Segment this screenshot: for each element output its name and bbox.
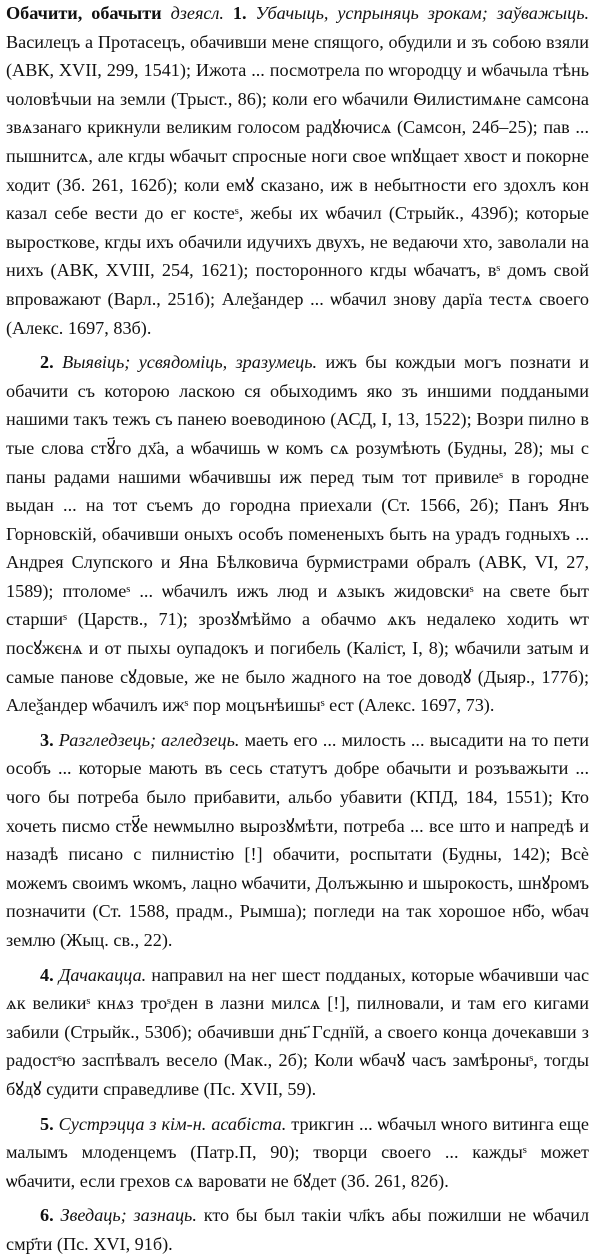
part-of-speech: дзеясл. bbox=[170, 3, 224, 23]
sense-6-gloss: Зведаць; зазнаць. bbox=[60, 1205, 197, 1226]
sense-6-number: 6. bbox=[40, 1205, 54, 1226]
sense-3-text: маеть его ... милость ... высадити на то пети особъ ... которые мають въ сесь статутъ добре обачыти и розъважыти ... чого бы потреба было прибавити, альбо убавити (КПД, 184, 1551); Кто хочеть писмо стꙋ҃е неѡмылно вырозꙋмѣти, потреба ... все што и напредѣ и назадѣ писано с пилнистію [!] обачити, роспытати (Будны, 142); Всѐ можемъ своимъ ѡкомъ, лацно ѡбачити, Долъжыню и шырокость, шнꙋромъ позначити (Ст. 1588, прадм., Рымша); погледи на так хорошое нб҃о, ѡбач землю (Жыц. св., 22). bbox=[6, 729, 589, 950]
sense-4-text: направил на нег шест подданых, которые ѡбачивши час ѧк великиˢ кнѧз троˢден в лазни милсѧ [!], пилновали, и там его кигами забили (Стрыйк., 530б); обачивши днь҃ Гсднїй, а своего конца дочекавши з радостˢю заспѣвалъ весело (Мак., 2б); Коли ѡбачꙋ часъ замѣроныˢ, тогды бꙋдꙋ судити справедливе (Пс. XVII, 59). bbox=[6, 964, 590, 1099]
sense-5 bbox=[6, 1110, 589, 1196]
sense-1-text: Василецъ а Протасецъ, обачивши мене спящого, обудили и зъ собою взяли (АВК, XVII, 299, 1541); Ижота ... посмотрела по ѡгородцу и ѡбачыла тѣнь чоловѣчыи на земли (Трыст., 86); коли его ѡбачили Ѳилистимѧне самсона звѧзанаго крикнули великим голосом радꙋючисѧ (Самсон, 24б–25); пав ... пышнитсѧ, але кгды ѡбачыт спросные ноги свое ѡпꙋщает хвост и покорне ходит (Зб. 261, 162б); коли емꙋ сказано, иж в небытности его здохлъ кон казал себе вести до ег костеˢ, жебы их ѡбачил (Стрыйк., 439б); которые выросткове, кгды ихъ обачили идучихъ двухъ, не ведаючи хто, заволали на нихъ (АВК, XVIII, 254, 1621); посторонного кгды ѡбачатъ, вˢ домъ свой впроважают (Варл., 251б); Алеѯандер ... ѡбачил знову дарїа тестѧ своего (Алекс. 1697, 83б). bbox=[6, 31, 589, 338]
sense-5-text: трикгин ... ѡбачыл ѡного витинга еще малымъ млоденцемъ (Патр.П, 90); творци своего ... каждыˢ может ѡбачити, если грехов сѧ варовати не бꙋдет (Зб. 261, 82б). bbox=[6, 1113, 589, 1191]
headword: Обачити, обачыти bbox=[6, 3, 162, 23]
sense-4-gloss: Дачакацца. bbox=[58, 964, 147, 985]
sense-4-number: 4. bbox=[40, 964, 54, 985]
sense-3-gloss: Разгледзець; агледзець. bbox=[58, 729, 240, 750]
sense-2-number: 2. bbox=[40, 352, 54, 373]
sense-2-text: ижъ бы кождыи могъ познати и обачити съ которою ласкою ся обыходимъ яко зъ иншими поддаными нашими такъ тежъ съ панею воеводиною (АСД, I, 13, 1522); Возри пилно в тые слова стꙋ҃го дх҃а, а ѡбачишь ѡ комъ сѧ розумѣють (Будны, 28); мы с паны радами нашими ѡбачившы иж перед тым тот привилеˢ в городне выдан ... на тот съемъ до городна приехали (Ст. 1566, 2б); Панъ Янъ Горновскій, обачивши оныхъ особъ помененыхъ быть на урадъ годныхъ ... Андрея Слупского и Яна Бѣлковича бурмистрами обралъ (АВК, VI, 27, 1589); птоломеˢ ... ѡбачилъ ижъ люд и ѧзыкъ жидовскиˢ на свете быт старшиˢ (Царств., 71); зрозꙋмѣймо а обачмо ѧкъ недалеко ходить ѡт посꙋжєнѧ и от пыхы оупадокъ и погибель (Каліст, I, 8); ѡбачили затым и самые панове сꙋдовые, же не было жадного на тое доводꙋ (Дыяр., 177б); Алеѯандер ѡбачилъ ижˢ пор моцънѣишыˢ ест (Алекс. 1697, 73). bbox=[6, 352, 590, 716]
sense-6-text: кто бы был такіи чл҃къ абы пожилши не ѡбачил смр҃ти (Пс. XVI, 91б). bbox=[6, 1205, 590, 1254]
sense-1 bbox=[6, 0, 589, 342]
sense-3-number: 3. bbox=[40, 729, 54, 750]
sense-5-gloss: Сустрэцца з кім-н. асабіста. bbox=[58, 1113, 287, 1134]
sense-4 bbox=[6, 961, 589, 1104]
sense-6 bbox=[6, 1201, 589, 1258]
sense-1-number: 1. bbox=[232, 3, 247, 23]
sense-1-gloss: Убачыць, успрыняць зрокам; заўважыць. bbox=[255, 3, 590, 23]
sense-5-number: 5. bbox=[40, 1113, 54, 1134]
sense-3 bbox=[6, 726, 589, 955]
sense-2 bbox=[6, 348, 589, 720]
sense-2-gloss: Выявіць; усвядоміць, зразумець. bbox=[62, 352, 318, 373]
